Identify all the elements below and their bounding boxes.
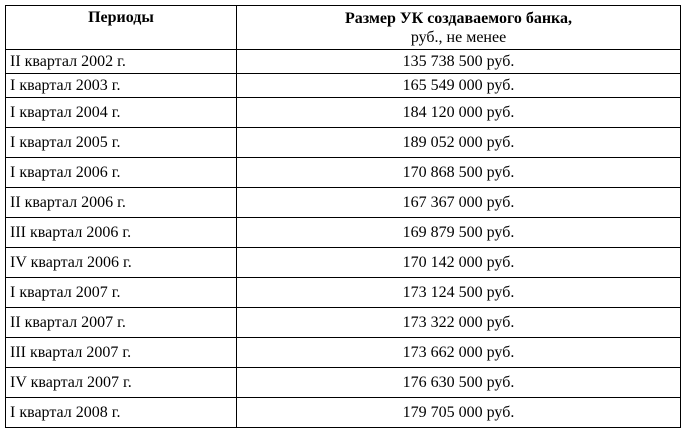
amount-cell: 189 052 000 руб.	[237, 128, 681, 158]
table-row	[6, 308, 681, 338]
amount-cell: 173 124 500 руб.	[237, 278, 681, 308]
header-periods: Периоды	[6, 6, 237, 50]
period-cell: II квартал 2006 г.	[6, 188, 237, 218]
period-cell: III квартал 2007 г.	[6, 338, 237, 368]
table-container	[5, 5, 681, 428]
table-row	[6, 338, 681, 368]
table-row	[6, 158, 681, 188]
table-row	[6, 98, 681, 128]
header-row	[6, 6, 681, 50]
amount-cell: 173 662 000 руб.	[237, 338, 681, 368]
period-cell: IV квартал 2006 г.	[6, 248, 237, 278]
period-cell: I квартал 2004 г.	[6, 98, 237, 128]
table-row	[6, 74, 681, 98]
period-cell: I квартал 2006 г.	[6, 158, 237, 188]
period-cell: III квартал 2006 г.	[6, 218, 237, 248]
period-cell: I квартал 2005 г.	[6, 128, 237, 158]
table-row	[6, 128, 681, 158]
amount-cell: 173 322 000 руб.	[237, 308, 681, 338]
amount-cell: 179 705 000 руб.	[237, 398, 681, 428]
table-row	[6, 188, 681, 218]
period-cell: II квартал 2002 г.	[6, 50, 237, 74]
table-row	[6, 50, 681, 74]
header-capital-main: Размер УК создаваемого банка,	[344, 10, 573, 27]
amount-cell: 167 367 000 руб.	[237, 188, 681, 218]
table-row	[6, 218, 681, 248]
table-row	[6, 248, 681, 278]
header-capital-sub: руб., не менее	[410, 29, 507, 46]
table-row	[6, 368, 681, 398]
amount-cell: 184 120 000 руб.	[237, 98, 681, 128]
table-row	[6, 278, 681, 308]
period-cell: I квартал 2003 г.	[6, 74, 237, 98]
period-cell: IV квартал 2007 г.	[6, 368, 237, 398]
amount-cell: 135 738 500 руб.	[237, 50, 681, 74]
amount-cell: 170 868 500 руб.	[237, 158, 681, 188]
header-capital	[237, 6, 681, 50]
amount-cell: 165 549 000 руб.	[237, 74, 681, 98]
amount-cell: 176 630 500 руб.	[237, 368, 681, 398]
period-cell: I квартал 2008 г.	[6, 398, 237, 428]
amount-cell: 170 142 000 руб.	[237, 248, 681, 278]
period-cell: II квартал 2007 г.	[6, 308, 237, 338]
amount-cell: 169 879 500 руб.	[237, 218, 681, 248]
period-cell: I квартал 2007 г.	[6, 278, 237, 308]
bank-capital-table	[5, 5, 681, 428]
table-row	[6, 398, 681, 428]
